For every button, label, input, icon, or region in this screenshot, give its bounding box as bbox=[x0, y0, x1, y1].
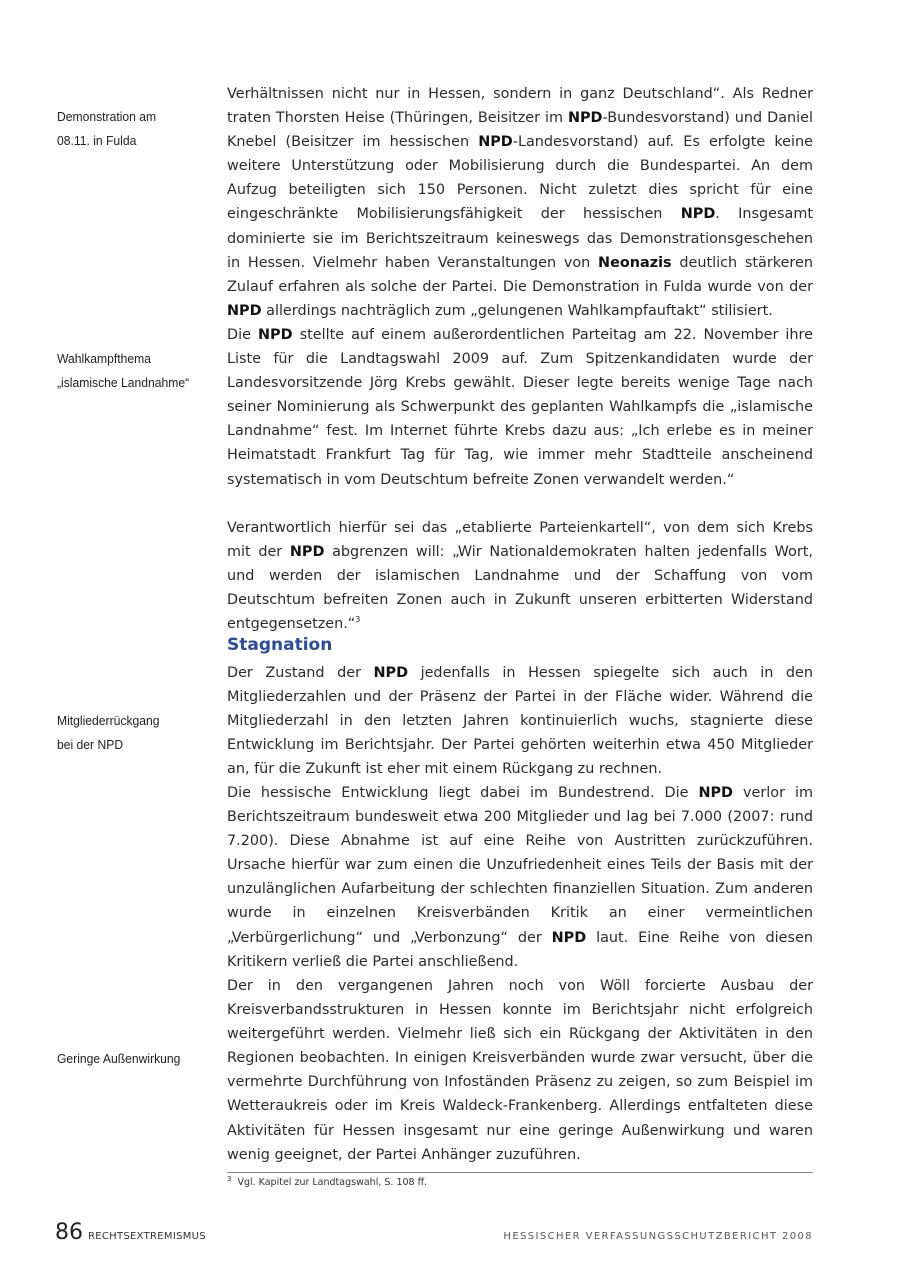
text-run: Die hessische Entwicklung liegt dabei im Bundestrend. Die bbox=[227, 785, 699, 801]
paragraph-mitgliederzahlen bbox=[227, 661, 813, 781]
margin-note-aussenwirkung bbox=[57, 1047, 204, 1071]
text-run: deutlich stärkeren Zulauf erfahren als solche der Partei. Die Demonstration in Fulda wurde von der bbox=[227, 254, 813, 295]
text-run: . Insgesamt dominierte sie im Berichtszeitraum keineswegs das Demonstrationsgeschehen in Hessen. Vielmehr haben Veranstaltungen von bbox=[227, 206, 813, 271]
running-title: HESSISCHER VERFASSUNGSSCHUTZBERICHT 2008 bbox=[503, 1231, 813, 1242]
bold-term: NPD bbox=[551, 929, 587, 946]
bold-term: NPD bbox=[227, 302, 262, 319]
text-run: verlor im Berichtszeitraum bundesweit etwa 200 Mitglieder und lag bei 7.000 (2007: rund 7.200). Diese Abnahme ist auf eine Reihe von Austritten zurückzuführen. Ursache hierfür war zum einen die Unzufriedenheit eines Teils der Basis mit der unzulänglichen Aufarbeitung der schlechten finanziellen Situation. Zum anderen wurde in einzelnen Kreisverbänden Kritik an einer vermeintlichen „Verbürgerlichung“ und „Verbonzung“ der bbox=[227, 785, 813, 946]
margin-note-mitgliederrueckgang bbox=[57, 709, 204, 757]
text-run: Die bbox=[227, 327, 258, 343]
paragraph-bundestrend bbox=[227, 781, 813, 974]
footnote-number: 3 bbox=[227, 1175, 232, 1183]
section-heading: Stagnation bbox=[227, 635, 333, 655]
text-run: Verantwortlich hierfür sei das „etablierte Parteienkartell“, von dem sich Krebs mit der bbox=[227, 520, 813, 561]
paragraph-parteienkartell bbox=[227, 516, 813, 636]
margin-note-line: Wahlkampfthema bbox=[57, 351, 151, 366]
text-run: abgrenzen will: „Wir Nationaldemokraten halten jedenfalls Wort, und werden der islamischen Landnahme und der Schaffung von vom Deutschtum befreiten Zonen auch in Zukunft unseren erbitterten Widerstand entgegensetzen.“ bbox=[227, 544, 813, 633]
footnote-reference: 3 bbox=[355, 615, 361, 625]
text-run: jedenfalls in Hessen spiegelte sich auch in den Mitgliederzahlen und der Präsenz der Partei in der Fläche wider. Während die Mitgliederzahl in den letzten Jahren kontinuierlich wuchs, stagnierte diese Entwicklung im Berichtsjahr. Der Partei gehörten weiterhin etwa 450 Mitglieder an, für die Zukunft ist eher mit einem Rückgang zu rechnen. bbox=[227, 665, 813, 778]
footnote bbox=[227, 1175, 427, 1188]
bold-term: NPD bbox=[373, 665, 409, 681]
margin-note-line: Geringe Außenwirkung bbox=[57, 1051, 181, 1066]
bold-term: NPD bbox=[257, 327, 293, 343]
text-run: allerdings nachträglich zum „gelungenen Wahlkampfauftakt“ stilisiert. bbox=[261, 302, 773, 319]
text-run: -Bundesvorstand) und Daniel Knebel (Beisitzer im hessischen bbox=[227, 110, 813, 151]
bold-term: NPD bbox=[289, 544, 325, 561]
margin-note-demonstration bbox=[57, 105, 204, 153]
page-number: 86 bbox=[55, 1220, 83, 1245]
margin-note-wahlkampfthema bbox=[57, 347, 204, 395]
bold-term: NPD bbox=[478, 134, 513, 151]
paragraph-demonstration bbox=[227, 82, 813, 323]
text-run: Der Zustand der bbox=[227, 665, 374, 681]
margin-note-line: bei der NPD bbox=[57, 737, 124, 753]
bold-term: NPD bbox=[680, 206, 716, 223]
paragraph-kreisverbaende bbox=[227, 974, 813, 1167]
text-run: -Landesvorstand) auf. Es erfolgte keine weitere Unterstützung oder Mobilisierung durch die Bundespartei. An dem Aufzug beteiligten sich 150 Personen. Nicht zuletzt dies spricht für eine eingeschränkte Mobilisierungsfähigkeit der hessischen bbox=[227, 134, 813, 223]
margin-note-line: „islamische Landnahme“ bbox=[57, 375, 190, 391]
bold-term: Neonazis bbox=[598, 254, 672, 271]
text-run: Verhältnissen nicht nur in Hessen, sondern in ganz Deutschland“. Als Redner traten Thorsten Heise (Thüringen, Beisitzer im bbox=[227, 86, 813, 127]
footnote-text: Vgl. Kapitel zur Landtagswahl, S. 108 ff. bbox=[237, 1177, 428, 1189]
paragraph-wahlkampf bbox=[227, 323, 813, 492]
footnote-divider bbox=[227, 1172, 813, 1173]
text-run: stellte auf einem außerordentlichen Parteitag am 22. November ihre Liste für die Landtagswahl 2009 auf. Zum Spitzenkandidaten wurde der Landesvorsitzende Jörg Krebs gewählt. Dieser legte bereits wenige Tage nach seiner Nominierung als Schwerpunkt des geplanten Wahlkampfs die „islamische Landnahme“ fest. Im Internet führte Krebs dazu aus: „Ich erlebe es in meiner Heimatstadt Frankfurt Tag für Tag, wie immer mehr Stadtteile anscheinend systematisch in vom Deutschtum befreite Zonen verwandelt werden.“ bbox=[227, 327, 813, 488]
text-run: Der in den vergangenen Jahren noch von Wöll forcierte Ausbau der Kreisverbandsstrukturen in Hessen konnte im Berichtsjahr nicht erfolgreich weitergeführt werden. Vielmehr ließ sich ein Rückgang der Aktivitäten in den Regionen beobachten. In einigen Kreisverbänden wurde zwar versucht, über die vermehrte Durchführung von Infoständen Präsenz zu zeigen, so zum Beispiel im Wetteraukreis oder im Kreis Waldeck-Frankenberg. Allerdings entfalteten diese Aktivitäten für Hessen insgesamt nur eine geringe Außenwirkung und waren wenig geeignet, der Partei Anhänger zuzuführen. bbox=[227, 978, 813, 1163]
margin-note-line: 08.11. in Fulda bbox=[57, 133, 137, 149]
margin-note-line: Mitgliederrückgang bbox=[57, 713, 160, 728]
margin-note-line: Demonstration am bbox=[57, 109, 157, 124]
text-run: laut. Eine Reihe von diesen Kritikern verließ die Partei anschließend. bbox=[227, 929, 813, 970]
bold-term: NPD bbox=[567, 110, 603, 127]
bold-term: NPD bbox=[698, 785, 733, 801]
section-label: RECHTSEXTREMISMUS bbox=[88, 1231, 206, 1242]
